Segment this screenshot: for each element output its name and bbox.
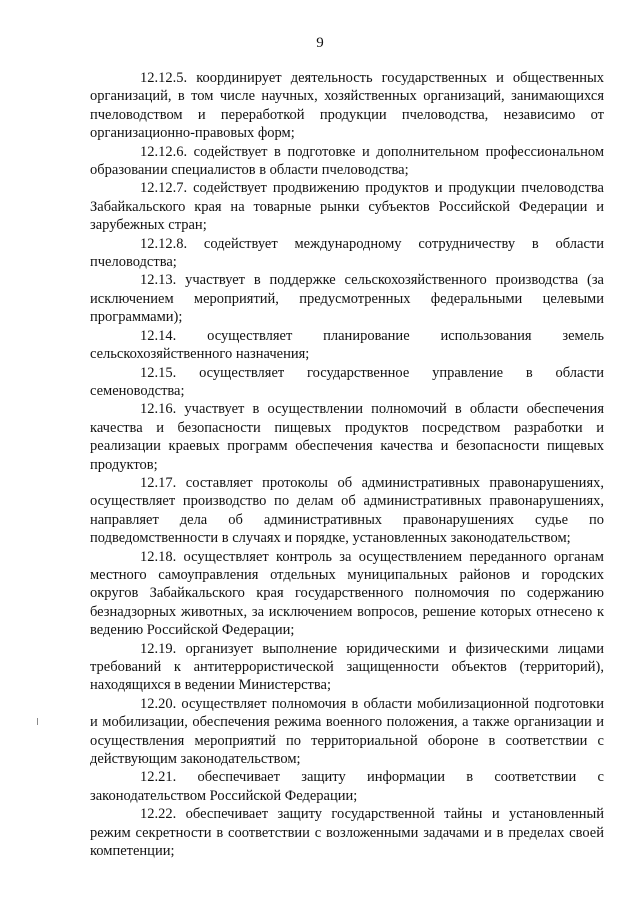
paragraph-12-16: 12.16. участвует в осуществлении полномочий в области обеспечения качества и безопасности пищевых продуктов посредством разработки и реализации краевых программ обеспечения качества и безопасности пищевых продуктов; <box>90 401 604 473</box>
paragraph-12-15: 12.15. осуществляет государственное управление в области семеноводства; <box>90 364 604 399</box>
paragraph-12-12-7: 12.12.7. содействует продвижению продуктов и продукции пчеловодства Забайкальского края на товарные рынки субъектов Российской Федерации и зарубежных стран; <box>90 180 604 234</box>
paragraph-12-12-8: 12.12.8. содействует международному сотрудничеству в области пчеловодства; <box>90 235 604 271</box>
paragraph-12-12-5: 12.12.5. координирует деятельность государственных и общественных организаций, в том числе научных, хозяйственных организаций, занимающихся пчеловодством и переработкой продукции пчеловодства, независимо от организационно-правовых форм; <box>90 70 604 142</box>
paragraph-12-13: 12.13. участвует в поддержке сельскохозяйственного производства (за исключением мероприятий, предусмотренных федеральными целевыми программами); <box>90 272 604 326</box>
paragraph-12-14: 12.14. осуществляет планирование использования земель сельскохозяйственного назначения; <box>90 327 604 363</box>
paragraph-12-22: 12.22. обеспечивает защиту государственной тайны и установленный режим секретности в соответствии с возложенными задачами и в пределах своей компетенции; <box>90 806 604 860</box>
paragraph-12-12-6: 12.12.6. содействует в подготовке и дополнительном профессиональном образовании специалистов в области пчеловодства; <box>90 143 604 179</box>
page-number: 9 <box>316 35 324 51</box>
paragraph-12-17: 12.17. составляет протоколы об административных правонарушениях, осуществляет производство по делам об административных правонарушениях, направляет дела об административных правонарушениях судье по подведомственности в случаях и порядке, установленных законодательством; <box>90 474 604 547</box>
paragraph-12-20: 12.20. осуществляет полномочия в области мобилизационной подготовки и мобилизации, обеспечения режима военного положения, а также организации и осуществления мероприятий по территориальной обороне в соответствии с действующим законодательством; <box>90 695 604 768</box>
document-body <box>90 69 604 860</box>
margin-mark <box>37 718 38 725</box>
paragraph-12-19: 12.19. организует выполнение юридическими и физическими лицами требований к антитеррористической защищенности объектов (территорий), находящихся в ведении Министерства; <box>90 640 604 694</box>
paragraph-12-18: 12.18. осуществляет контроль за осуществлением переданного органам местного самоуправления отдельных муниципальных районов и городских округов Забайкальского края государственного полномочия по содержанию безнадзорных животных, за исключением вопросов, решение которых отнесено к ведению Российской Федерации; <box>90 548 604 639</box>
paragraph-12-21: 12.21. обеспечивает защиту информации в соответствии с законодательством Российской Федерации; <box>90 769 604 804</box>
